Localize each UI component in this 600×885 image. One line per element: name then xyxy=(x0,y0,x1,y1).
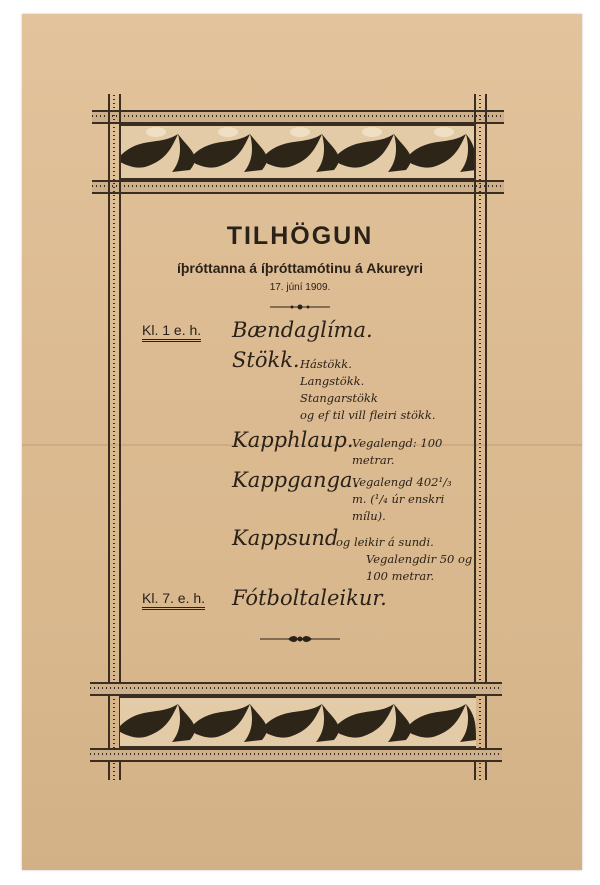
top-frame-rail-lower xyxy=(92,180,504,194)
bottom-swallow-band xyxy=(120,696,476,748)
swallow-pattern-top xyxy=(120,126,476,178)
kapphlaup-note-1: Vegalengd: 100 xyxy=(352,436,443,450)
stokk-note-3: Stangarstökk xyxy=(300,391,378,405)
kapphlaup-note-2: metrar. xyxy=(352,453,395,467)
left-frame-post xyxy=(108,94,121,780)
event-baendaglima: Bændaglíma. xyxy=(232,318,373,342)
poster-subtitle: íþróttanna á íþróttamótinu á Akureyri xyxy=(176,260,424,276)
event-stokk: Stökk. xyxy=(232,348,300,372)
stokk-note-2: Langstökk. xyxy=(300,374,365,388)
event-kappganga: Kappganga. xyxy=(232,468,360,492)
bottom-frame-rail-lower xyxy=(90,748,502,762)
event-fotboltaleikur: Fótboltaleikur. xyxy=(232,586,387,610)
swallow-pattern-bottom xyxy=(120,698,476,746)
kappganga-note-1: Vegalengd 402¹/₃ xyxy=(352,475,452,489)
event-kapphlaup: Kapphlaup. xyxy=(232,428,354,452)
bottom-frame-rail-upper xyxy=(90,682,502,696)
kappganga-note-2: m. (¹/₄ úr enskri xyxy=(352,492,445,506)
poster-title: TILHÖGUN xyxy=(226,222,374,250)
time-slot-1: Kl. 1 e. h. xyxy=(142,322,201,342)
kappsund-note-2: Vegalengdir 50 og xyxy=(366,552,473,566)
poster-date: 17. júní 1909. xyxy=(269,282,331,293)
kappsund-note-3: 100 metrar. xyxy=(366,569,435,583)
event-kappsund: Kappsund xyxy=(232,526,339,550)
top-swallow-band xyxy=(120,124,476,180)
time-slot-2: Kl. 7. e. h. xyxy=(142,590,205,610)
divider-ornament-bottom xyxy=(260,634,340,644)
kappganga-note-3: mílu). xyxy=(352,509,386,523)
stokk-note-4: og ef til vill fleiri stökk. xyxy=(300,408,436,422)
divider-ornament-top xyxy=(270,302,330,312)
top-frame-rail-upper xyxy=(92,110,504,124)
right-frame-post xyxy=(474,94,487,780)
stokk-note-1: Hástökk. xyxy=(300,357,352,371)
kappsund-note-1: og leikir á sundi. xyxy=(336,535,434,549)
